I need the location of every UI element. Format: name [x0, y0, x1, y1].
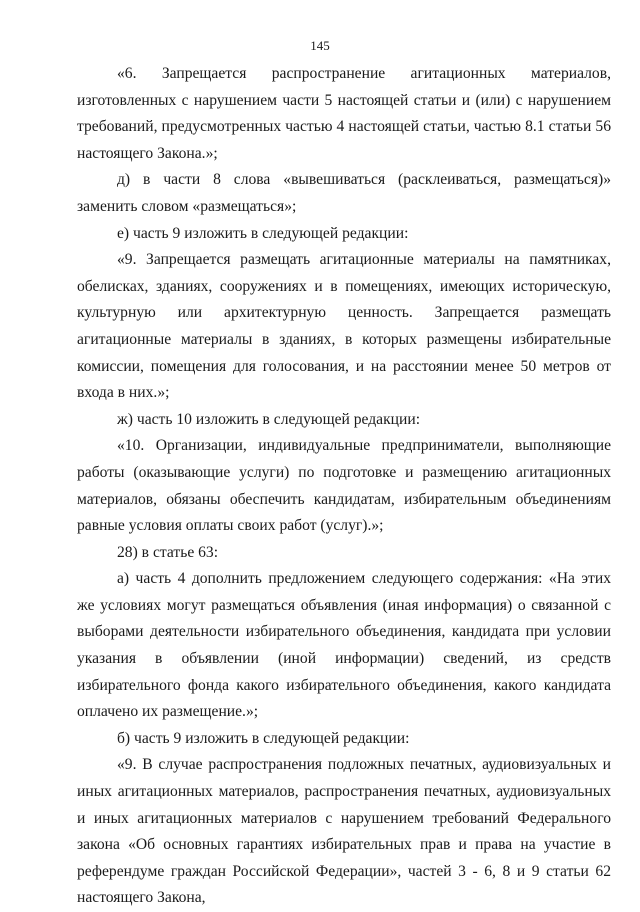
paragraph-item-d: д) в части 8 слова «вывешиваться (расклеиваться, размещаться)» заменить словом «размещаться»; [77, 171, 611, 215]
paragraph-item-b: б) часть 9 изложить в следующей редакции: [117, 729, 410, 747]
paragraph-item-e: е) часть 9 изложить в следующей редакции: [117, 224, 409, 242]
paragraph-item-zh: ж) часть 10 изложить в следующей редакции: [117, 410, 421, 428]
paragraph-part-6-text: «6. Запрещается распространение агитационных материалов, изготовленных с нарушением части 5 настоящей статьи и (или) с нарушением требований, предусмотренных частью 4 настоящей статьи, частью 8.1 статьи 56 настоящего Закона.»; [77, 65, 611, 162]
paragraph-part-9-new-text: «9. В случае распространения подложных печатных, аудиовизуальных и иных агитационных материалов, распространения печатных, аудиовизуальных и иных агитационных материалов с нарушением требований Федерального закона «Об основных гарантиях избирательных прав и права на участие в референдуме граждан Российской Федерации», частей 3 - 6, 8 и 9 статьи 62 настоящего Закона, [77, 756, 611, 907]
paragraph-part-10-text: «10. Организации, индивидуальные предприниматели, выполняющие работы (оказывающие услуги) по подготовке и размещению агитационных материалов, обязаны обеспечить кандидатам, избирательным объединениям равные условия оплаты своих работ (услуг).»; [77, 437, 611, 535]
paragraph-part-9-text: «9. Запрещается размещать агитационные материалы на памятниках, обелисках, зданиях, сооружениях и в помещениях, имеющих историческую, культурную или архитектурную ценность. Запрещается размещать агитационные материалы в зданиях, в которых размещены избирательные комиссии, помещения для голосования, и на расстоянии менее 50 метров от входа в них.»; [77, 251, 611, 402]
paragraph-item-a: а) часть 4 дополнить предложением следующего содержания: «На этих же условиях могут размещаться объявления (иная информация) о связанной с выборами деятельности избирательного объединения, кандидата при условии указания в объявлении (иной информации) сведений, из средств избирательного фонда какого избирательного объединения, какого кандидата оплачено их размещение.»; [77, 570, 611, 721]
document-body [77, 61, 611, 912]
paragraph-article-63: 28) в статье 63: [117, 543, 219, 561]
page-number: 145 [310, 38, 330, 53]
